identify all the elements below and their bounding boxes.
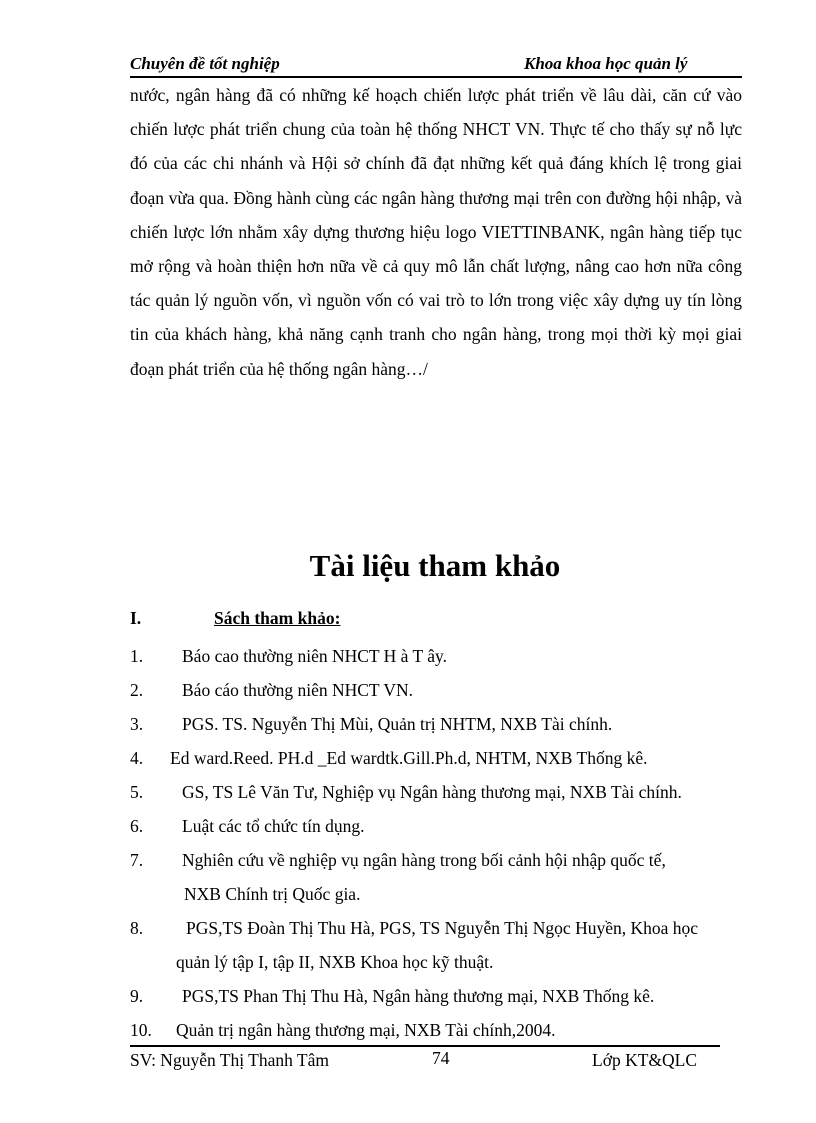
body-text	[130, 78, 742, 386]
page-number: 74	[432, 1048, 450, 1068]
reference-text: Nghiên cứu về nghiệp vụ ngân hàng trong bối cảnh hội nhập quốc tế,	[182, 850, 666, 870]
header-left: Chuyên đề tốt nghiệp	[130, 54, 280, 73]
page-header	[130, 52, 742, 78]
reference-text: Luật các tổ chức tín dụng.	[182, 816, 365, 836]
header-right: Khoa khoa học quản lý	[524, 54, 688, 73]
reference-number: 7.	[130, 850, 144, 870]
reference-text: GS, TS Lê Văn Tư, Nghiệp vụ Ngân hàng thương mại, NXB Tài chính.	[182, 782, 682, 802]
reference-text: quản lý tập I, tập II, NXB Khoa học kỹ thuật.	[176, 952, 494, 972]
reference-text: NXB Chính trị Quốc gia.	[184, 884, 361, 904]
reference-text: Quản trị ngân hàng thương mại, NXB Tài chính,2004.	[176, 1020, 556, 1040]
section-title: Sách tham khảo:	[214, 608, 341, 628]
reference-number: 9.	[130, 986, 144, 1006]
section-number: I.	[130, 608, 142, 628]
reference-number: 6.	[130, 816, 144, 836]
reference-number: 4.	[130, 748, 144, 768]
reference-number: 2.	[130, 680, 144, 700]
footer-divider	[130, 1045, 720, 1047]
reference-text: PGS,TS Đoàn Thị Thu Hà, PGS, TS Nguyễn Thị Ngọc Huyền, Khoa học	[186, 918, 699, 938]
body-paragraph: nước, ngân hàng đã có những kế hoạch chiến lược phát triển về lâu dài, căn cứ vào chiến lược phát triển chung của toàn hệ thống NHCT VN. Thực tế cho thấy sự nỗ lực đó của các chi nhánh và Hội sở chính đã đạt những kết quả đáng khích lệ trong giai đoạn vừa qua. Đồng hành cùng các ngân hàng thương mại trên con đường hội nhập, và chiến lược lớn nhằm xây dựng thương hiệu logo VIETTINBANK, ngân hàng tiếp tục mở rộng và hoàn thiện hơn nữa về cả quy mô lẫn chất lượng, nâng cao hơn nữa công tác quản lý nguồn vốn, vì nguồn vốn có vai trò to lớn trong việc xây dựng uy tín lòng tin của khách hàng, khả năng cạnh tranh cho ngân hàng, trong mọi thời kỳ mọi giai đoạn phát triển của hệ thống ngân hàng…/	[130, 85, 742, 379]
reference-text: Ed ward.Reed. PH.d _Ed wardtk.Gill.Ph.d, NHTM, NXB Thống kê.	[170, 748, 648, 768]
page-footer	[130, 1050, 720, 1074]
reference-text: PGS. TS. Nguyễn Thị Mùi, Quản trị NHTM, NXB Tài chính.	[182, 714, 613, 734]
reference-text: Báo cáo thường niên NHCT VN.	[182, 680, 413, 700]
reference-number: 10.	[130, 1020, 152, 1040]
footer-class: Lớp KT&QLC	[592, 1050, 698, 1070]
reference-text: Báo cao thường niên NHCT H à T ây.	[182, 646, 447, 666]
references-title: Tài liệu tham khảo	[309, 548, 561, 583]
reference-number: 1.	[130, 646, 144, 666]
reference-text: PGS,TS Phan Thị Thu Hà, Ngân hàng thương mại, NXB Thống kê.	[182, 986, 655, 1006]
reference-number: 5.	[130, 782, 144, 802]
reference-number: 3.	[130, 714, 144, 734]
reference-number: 8.	[130, 918, 144, 938]
footer-student: SV: Nguyễn Thị Thanh Tâm	[130, 1050, 329, 1070]
